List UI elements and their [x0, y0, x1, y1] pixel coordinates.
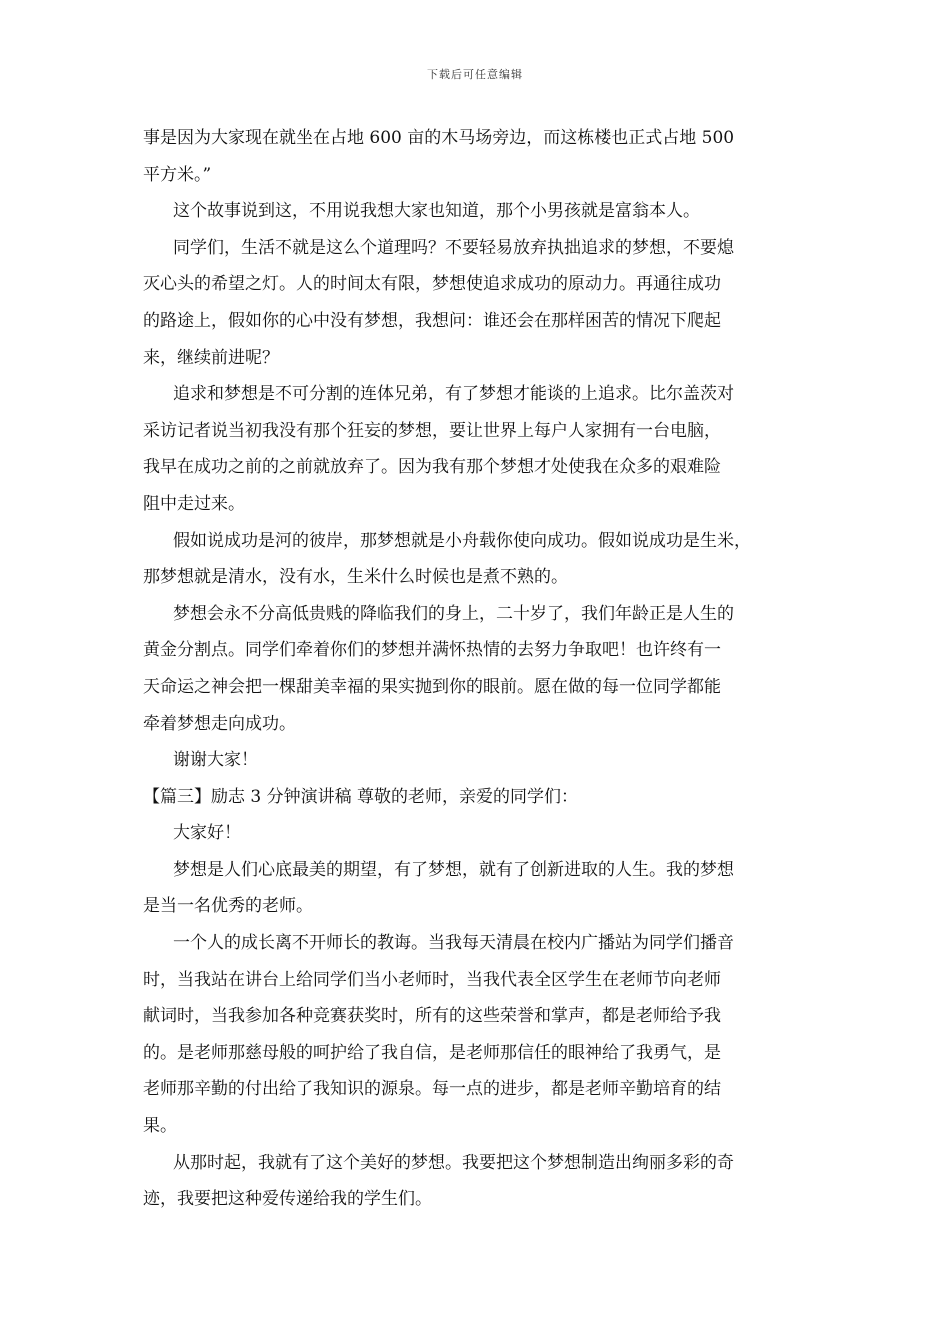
text-line: 【篇三】励志 3 分钟演讲稿 尊敬的老师，亲爱的同学们：: [143, 786, 579, 807]
text-line: 天命运之神会把一棵甜美幸福的果实抛到你的眼前。愿在做的每一位同学都能: [143, 676, 721, 697]
text-line: 灭心头的希望之灯。人的时间太有限，梦想使追求成功的原动力。再通往成功: [143, 274, 721, 295]
text-line: 牵着梦想走向成功。: [143, 713, 296, 734]
text-line: 的。是老师那慈母般的呵护给了我自信，是老师那信任的眼神给了我勇气，是: [143, 1042, 721, 1063]
text-line: 平方米。”: [143, 164, 212, 185]
text-line: 黄金分割点。同学们牵着你们的梦想并满怀热情的去努力争取吧！也许终有一: [143, 640, 721, 661]
text-line: 是当一名优秀的老师。: [143, 896, 313, 917]
text-line: 阻中走过来。: [143, 493, 245, 514]
text-line: 来，继续前进呢？: [143, 347, 279, 368]
text-line: 从那时起，我就有了这个美好的梦想。我要把这个梦想制造出绚丽多彩的奇: [173, 1152, 734, 1173]
text-line: 梦想会永不分高低贵贱的降临我们的身上，二十岁了，我们年龄正是人生的: [173, 603, 734, 624]
text-line: 老师那辛勤的付出给了我知识的源泉。每一点的进步，都是老师辛勤培育的结: [143, 1079, 721, 1100]
text-line: 我早在成功之前的之前就放弃了。因为我有那个梦想才处使我在众多的艰难险: [143, 457, 721, 478]
text-line: 同学们，生活不就是这么个道理吗？不要轻易放弃执拙追求的梦想，不要熄: [173, 237, 734, 258]
text-line: 时，当我站在讲台上给同学们当小老师时，当我代表全区学生在老师节向老师: [143, 969, 721, 990]
text-line: 果。: [143, 1116, 177, 1137]
text-line: 的路途上，假如你的心中没有梦想，我想问：谁还会在那样困苦的情况下爬起: [143, 310, 721, 331]
header-note: 下载后可任意编辑: [427, 68, 523, 81]
text-line: 谢谢大家！: [173, 750, 258, 771]
text-line: 迹，我要把这种爱传递给我的学生们。: [143, 1189, 432, 1210]
text-line: 假如说成功是河的彼岸，那梦想就是小舟载你使向成功。假如说成功是生米，: [173, 530, 751, 551]
text-line: 大家好！: [173, 823, 241, 844]
text-line: 那梦想就是清水，没有水，生米什么时候也是煮不熟的。: [143, 567, 568, 588]
text-line: 一个人的成长离不开师长的教诲。当我每天清晨在校内广播站为同学们播音: [173, 933, 734, 954]
text-line: 采访记者说当初我没有那个狂妄的梦想，要让世界上每户人家拥有一台电脑，: [143, 420, 721, 441]
document-body: [143, 120, 813, 1218]
text-line: 这个故事说到这，不用说我想大家也知道，那个小男孩就是富翁本人。: [173, 201, 700, 222]
text-line: 追求和梦想是不可分割的连体兄弟，有了梦想才能谈的上追求。比尔盖茨对: [173, 384, 734, 405]
text-line: 事是因为大家现在就坐在占地 600 亩的木马场旁边，而这栋楼也正式占地 500: [143, 128, 735, 148]
text-line: 献词时，当我参加各种竞赛获奖时，所有的这些荣誉和掌声，都是老师给予我: [143, 1006, 721, 1027]
text-line: 梦想是人们心底最美的期望，有了梦想，就有了创新进取的人生。我的梦想: [173, 859, 734, 880]
